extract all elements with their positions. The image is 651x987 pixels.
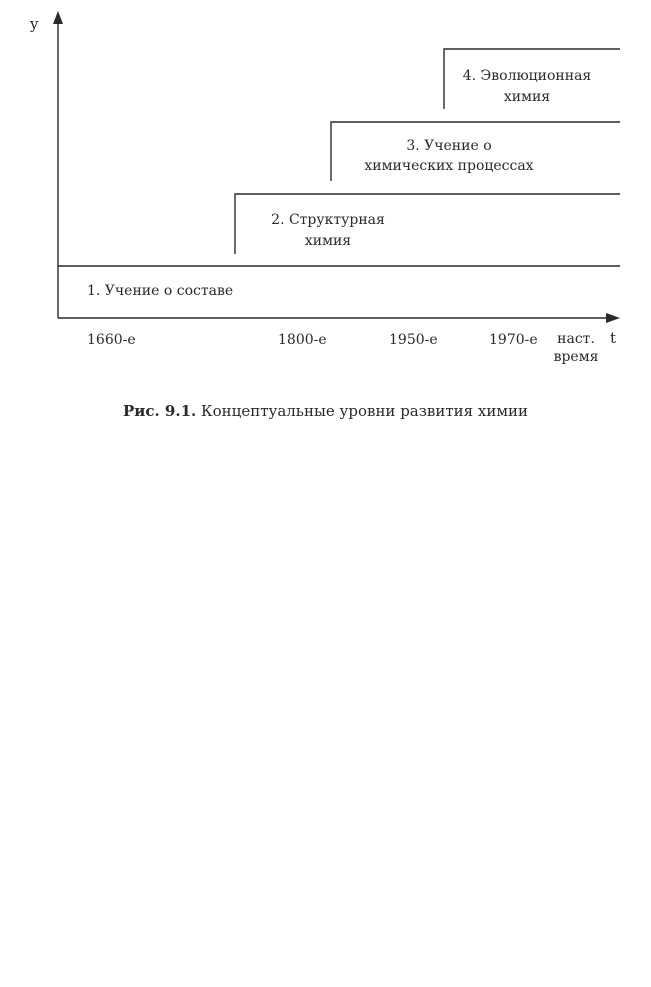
tick-1800s: 1800-е: [278, 332, 327, 348]
level-4-label-line-2: химия: [503, 89, 551, 105]
level-3-label-line-1: 3. Учение о: [406, 138, 492, 154]
tick-present-line-2: время: [553, 349, 599, 365]
level-2-label-line-1: 2. Структурная: [271, 212, 385, 228]
level-2-label-line-2: химия: [304, 233, 352, 249]
level-4-label-line-1: 4. Эволюционная: [462, 68, 592, 84]
tick-1660s: 1660-е: [87, 332, 136, 348]
level-1-label: 1. Учение о составе: [87, 283, 234, 299]
tick-1970s: 1970-е: [489, 332, 538, 348]
tick-present-line-1: наст.: [557, 331, 595, 347]
y-axis-label: y: [30, 15, 39, 33]
levels-diagram: [0, 0, 651, 420]
x-axis-label: t: [610, 329, 617, 347]
caption-figure-number: Рис. 9.1.: [122, 402, 197, 420]
x-axis-arrowhead: [606, 313, 620, 323]
caption-text: Концептуальные уровни развития химии: [196, 402, 529, 420]
y-axis-arrowhead: [53, 11, 63, 24]
tick-1950s: 1950-е: [389, 332, 438, 348]
figure-caption: [0, 402, 651, 420]
level-3-label-line-2: химических процессах: [364, 158, 534, 174]
